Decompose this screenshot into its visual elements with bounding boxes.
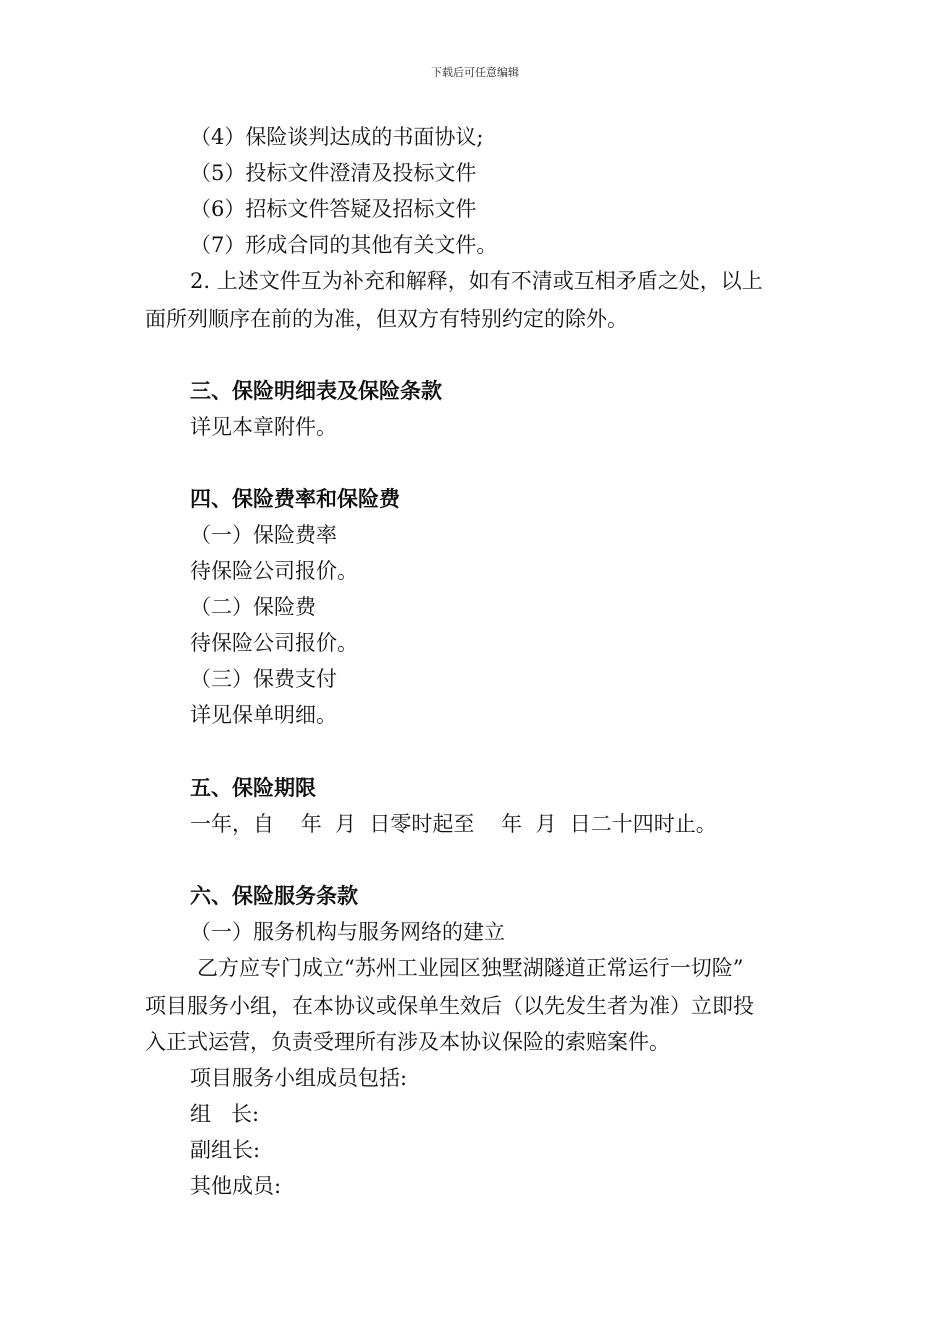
section-heading-5: 五、保险期限	[190, 775, 316, 800]
section-heading-4: 四、保险费率和保险费	[190, 486, 400, 511]
team-leader-label: 组 长:	[190, 1102, 260, 1126]
section-body: 一年，自 年 月 日零时起至 年 月 日二十四时止。	[190, 812, 717, 836]
section-body: 详见本章附件。	[190, 415, 337, 439]
deputy-leader-label: 副组长:	[190, 1138, 261, 1162]
other-members-label: 其他成员:	[190, 1174, 282, 1198]
section-body: 详见保单明细。	[190, 703, 337, 727]
paragraph-line: 项目服务小组成员包括:	[190, 1066, 408, 1090]
paragraph-line: 入正式运营，负责受理所有涉及本协议保险的索赔案件。	[145, 1030, 670, 1054]
paragraph-line: 面所列顺序在前的为准，但双方有特别约定的除外。	[145, 307, 628, 331]
list-item-4: （4）保险谈判达成的书面协议;	[190, 125, 484, 149]
list-item-6: （6）招标文件答疑及招标文件	[190, 197, 477, 221]
subsection-title: （二）保险费	[190, 595, 316, 619]
subsection-title: （一）服务机构与服务网络的建立	[190, 920, 505, 944]
paragraph-line: 乙方应专门成立“苏州工业园区独墅湖隧道正常运行一切险”	[197, 956, 744, 980]
list-item-5: （5）投标文件澄清及投标文件	[190, 161, 477, 185]
subsection-title: （一）保险费率	[190, 523, 337, 547]
section-heading-3: 三、保险明细表及保险条款	[190, 378, 442, 403]
paragraph-line: 2. 上述文件互为补充和解释，如有不清或互相矛盾之处，以上	[190, 269, 763, 293]
section-body: 待保险公司报价。	[190, 631, 358, 655]
paragraph-line: 项目服务小组，在本协议或保单生效后（以先发生者为准）立即投	[145, 994, 754, 1018]
page-header: 下载后可任意编辑	[431, 66, 519, 79]
section-body: 待保险公司报价。	[190, 559, 358, 583]
section-heading-6: 六、保险服务条款	[190, 883, 358, 908]
subsection-title: （三）保费支付	[190, 667, 337, 691]
list-item-7: （7）形成合同的其他有关文件。	[190, 233, 498, 257]
